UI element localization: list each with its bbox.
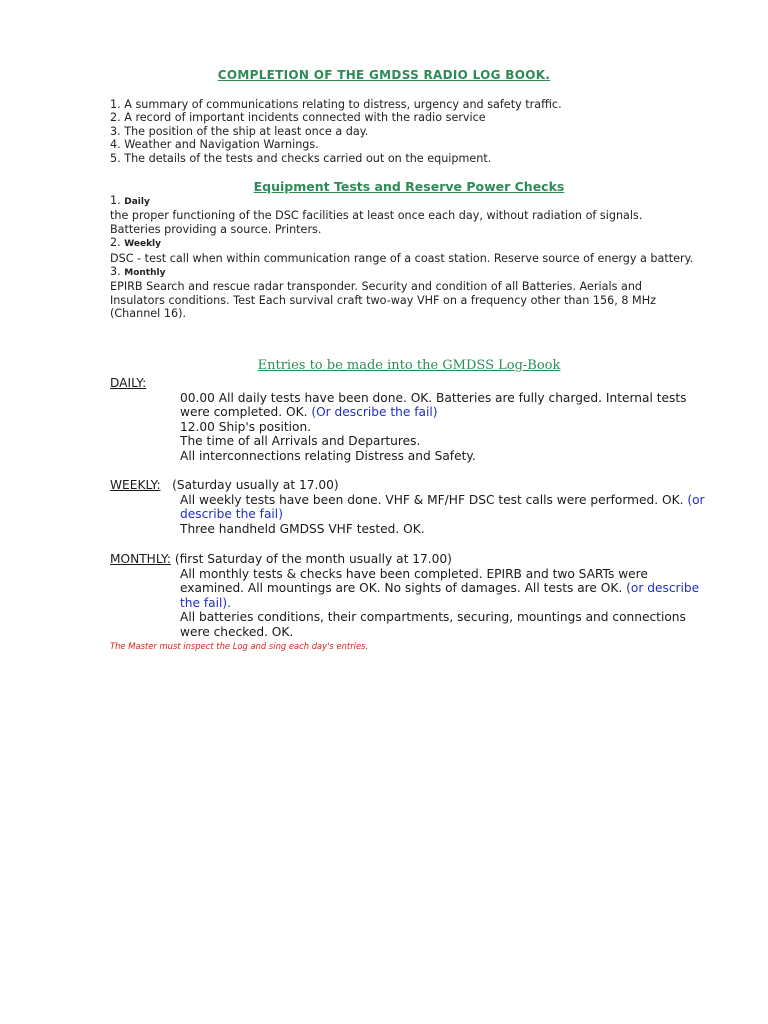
weekly-schedule: (Saturday usually at 17.00): [172, 478, 339, 492]
monthly-line: [110, 567, 710, 611]
monthly-label: MONTHLY:: [110, 552, 171, 566]
entry-text: All weekly tests have been done. VHF & MF/HF DSC test calls were performed. OK.: [180, 492, 688, 507]
monthly-header: [110, 552, 710, 567]
fail-note: (or describe the fail): [180, 492, 705, 522]
summary-list: [110, 98, 730, 165]
item-tag: Monthly: [124, 268, 166, 279]
item-number: 3.: [110, 265, 121, 279]
master-footnote: The Master must inspect the Log and sing each day's entries.: [110, 641, 369, 651]
list-item: 5. The details of the tests and checks carried out on the equipment.: [110, 151, 492, 165]
daily-line: The time of all Arrivals and Departures.: [180, 434, 421, 449]
list-item: 3. The position of the ship at least once a day.: [110, 124, 369, 138]
item-number: 1.: [110, 194, 121, 207]
item-text: DSC - test call when within communication range of a coast station. Reserve source of energy a battery.: [110, 251, 694, 265]
equipment-item-daily: [110, 194, 695, 209]
monthly-entries: [110, 552, 710, 640]
daily-line: 12.00 Ship's position.: [180, 419, 312, 434]
item-tag: Weekly: [124, 239, 162, 250]
item-text: EPIRB Search and rescue radar transponder. Security and condition of all Batteries. Aerials and Insulators conditions. Test Each survival craft two-way VHF on a frequency other than 156, 8 MHz (Channel 16).: [110, 280, 656, 321]
monthly-line: All batteries conditions, their compartments, securing, mountings and connections were checked. OK.: [180, 610, 686, 639]
item-text: the proper functioning of the DSC facilities at least once each day, without radiation of signals. Batteries providing a source. Printers.: [110, 209, 643, 236]
list-item: 4. Weather and Navigation Warnings.: [110, 138, 319, 152]
weekly-header: [110, 478, 710, 493]
equipment-heading: Equipment Tests and Reserve Power Checks: [253, 179, 565, 194]
item-number: 2.: [110, 236, 121, 250]
equipment-item-monthly: [110, 265, 695, 280]
list-item: 2. A record of important incidents connected with the radio service: [110, 111, 486, 125]
fail-note: (or describe the fail).: [180, 581, 700, 610]
daily-label: DAILY:: [110, 376, 147, 390]
daily-line: All interconnections relating Distress and Safety.: [180, 448, 476, 463]
daily-line: [110, 391, 710, 420]
weekly-line: Three handheld GMDSS VHF tested. OK.: [180, 521, 425, 536]
entries-heading: Entries to be made into the GMDSS Log-Book: [257, 358, 561, 373]
weekly-line: [110, 493, 710, 522]
document-title: COMPLETION OF THE GMDSS RADIO LOG BOOK.: [217, 68, 551, 82]
list-item: 1. A summary of communications relating to distress, urgency and safety traffic.: [110, 98, 562, 111]
weekly-label: WEEKLY:: [110, 478, 161, 492]
item-tag: Daily: [124, 197, 150, 207]
fail-note: (Or describe the fail): [311, 405, 438, 420]
equipment-section: [110, 194, 695, 321]
monthly-schedule: (first Saturday of the month usually at 17.00): [174, 552, 452, 566]
entry-text: All monthly tests & checks have been completed. EPIRB and two SARTs were examined. All mountings are OK. No sights of damages. All tests are OK.: [180, 566, 648, 596]
entry-text: 00.00 All daily tests have been done. OK. Batteries are fully charged. Internal tests were completed. OK.: [180, 390, 687, 420]
daily-entries: [110, 376, 710, 464]
equipment-item-weekly: [110, 236, 695, 251]
weekly-entries: [110, 478, 710, 536]
